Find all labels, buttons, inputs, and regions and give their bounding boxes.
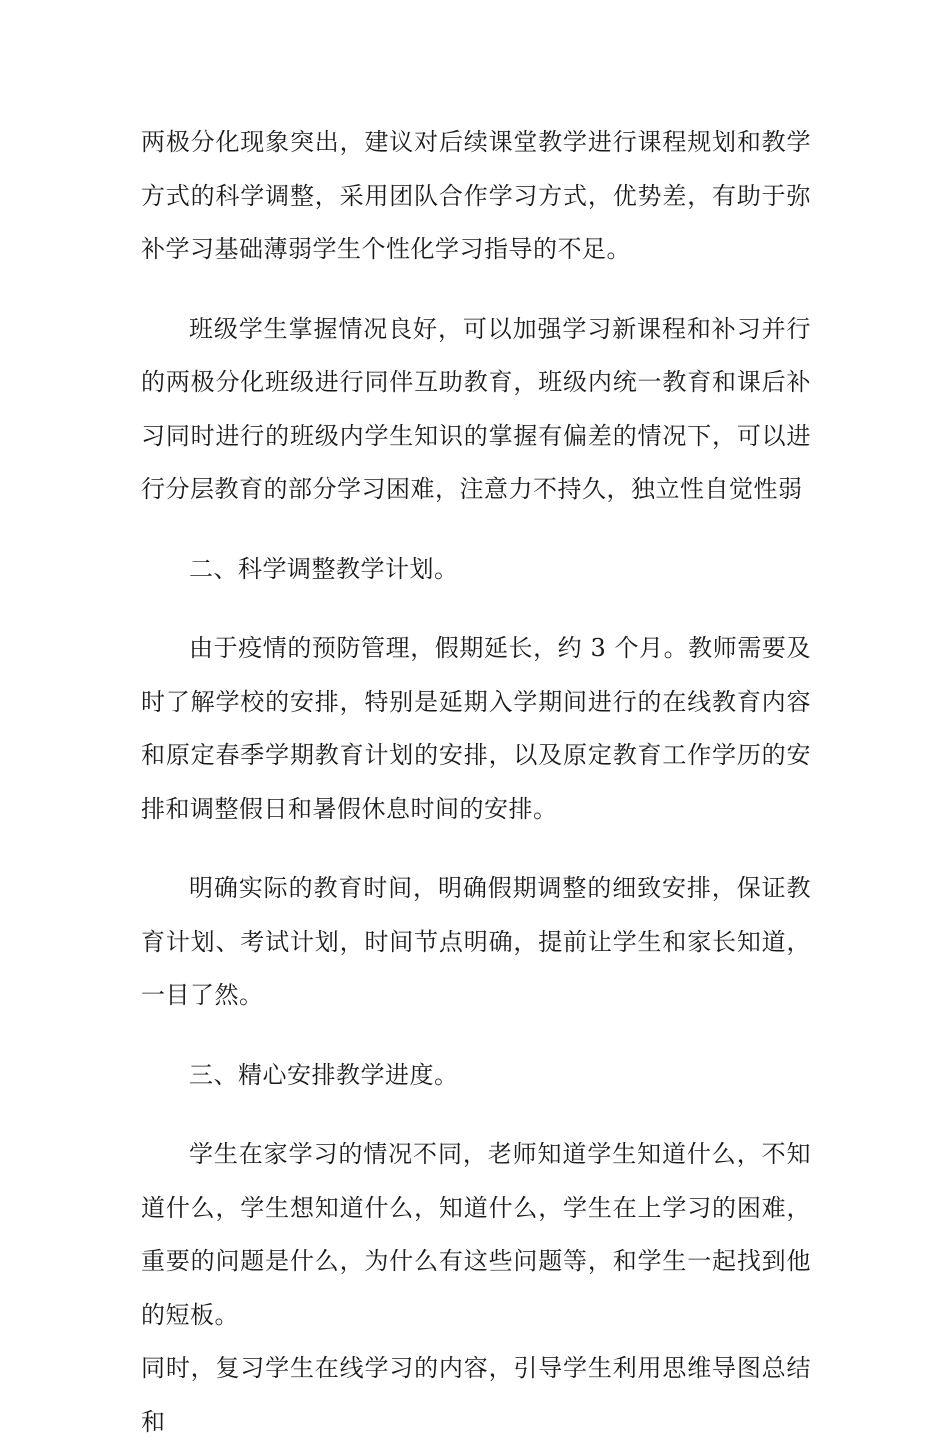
document-body — [141, 116, 811, 1449]
paragraph-5: 学生在家学习的情况不同，老师知道学生知道什么，不知道什么，学生想知道什么，知道什么，学生在上学习的困难，重要的问题是什么，为什么有这些问题等，和学生一起找到他的短板。 — [141, 1140, 811, 1329]
paragraph-4: 明确实际的教育时间，明确假期调整的细致安排，保证教育计划、考试计划，时间节点明确，提前让学生和家长知道，一目了然。 — [141, 874, 811, 1009]
paragraph-1: 两极分化现象突出，建议对后续课堂教学进行课程规划和教学方式的科学调整，采用团队合作学习方式，优势差，有助于弥补学习基础薄弱学生个性化学习指导的不足。 — [141, 128, 811, 263]
section-heading-2: 二、科学调整教学计划。 — [189, 554, 459, 583]
paragraph-3: 由于疫情的预防管理，假期延长，约 3 个月。教师需要及时了解学校的安排，特别是延期入学期间进行的在线教育内容和原定春季学期教育计划的安排，以及原定教育工作学历的安排和调整假日和暑假休息时间的安排。 — [141, 634, 811, 823]
section-heading-3: 三、精心安排教学进度。 — [189, 1060, 459, 1089]
paragraph-6: 同时，复习学生在线学习的内容，引导学生利用思维导图总结和 — [141, 1354, 811, 1436]
paragraph-2: 班级学生掌握情况良好，可以加强学习新课程和补习并行的两极分化班级进行同伴互助教育，班级内统一教育和课后补习同时进行的班级内学生知识的掌握有偏差的情况下，可以进行分层教育的部分学习困难，注意力不持久，独立性自觉性弱 — [141, 314, 811, 503]
